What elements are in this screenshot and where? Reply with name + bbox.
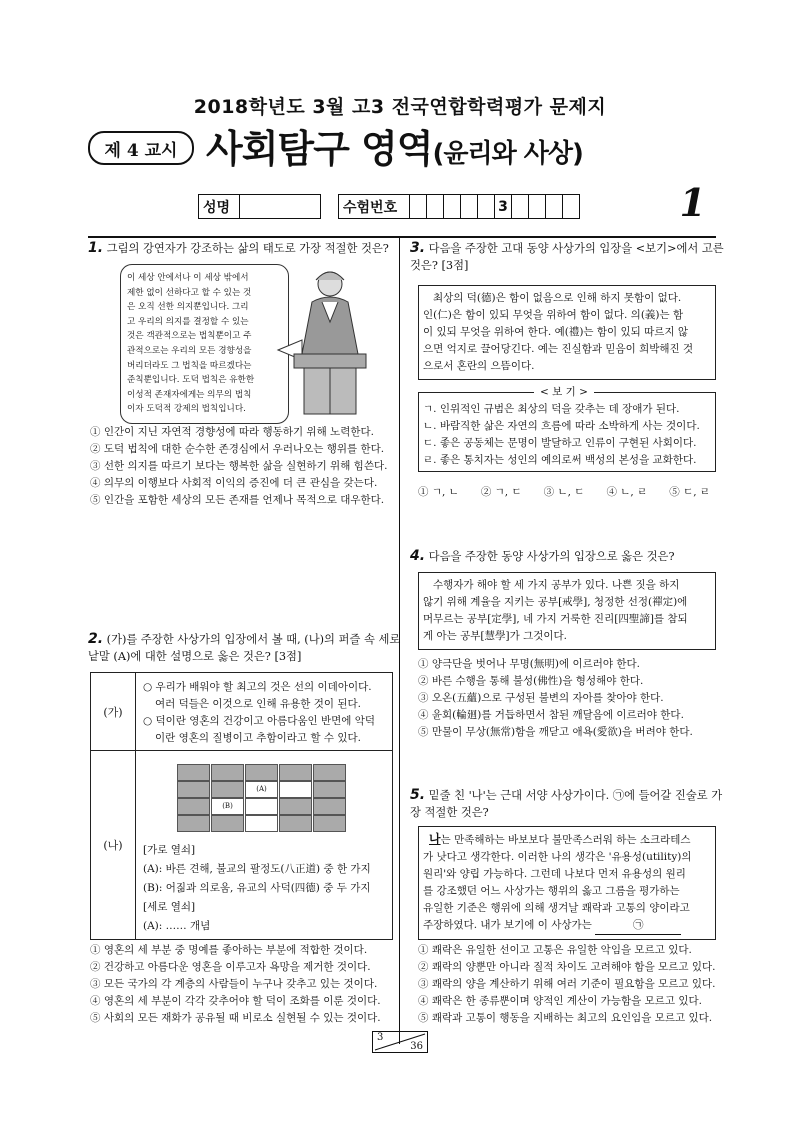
q2-option-4[interactable]: ④ 영혼의 세 부분이 각각 갖추어야 할 덕이 조화를 이룬 것이다. xyxy=(90,995,381,1007)
exam-number-digit: 3 xyxy=(495,195,512,219)
na-line: [가로 열쇠] xyxy=(143,844,196,856)
ga-line: 여러 덕들은 이것으로 인해 유용한 것이 된다. xyxy=(155,698,361,710)
q4-option-5[interactable]: ⑤ 만물이 무상(無常)함을 깨닫고 애욕(愛欲)을 버려야 한다. xyxy=(418,726,693,738)
q3-options xyxy=(418,484,710,499)
grid-cell-b: (B) xyxy=(211,798,244,815)
page-indicator xyxy=(372,1031,428,1053)
grid-cell-a: (A) xyxy=(245,781,278,798)
lecturer-illustration xyxy=(272,262,390,420)
subject-title xyxy=(206,118,583,173)
exam-number-cell[interactable] xyxy=(546,195,563,219)
exam-number-box xyxy=(338,194,580,219)
bubble-line: 제한 없이 선하다고 할 수 있는 것 xyxy=(127,287,252,298)
na-line: (B): 어짊과 의로움, 유교의 사덕(四德) 중 두 가지 xyxy=(143,882,371,894)
q4-option-4[interactable]: ④ 윤회(輪廻)를 거듭하면서 참된 깨달음에 이르러야 한다. xyxy=(418,709,684,721)
q5-option-2[interactable]: ② 쾌락의 양뿐만 아니라 질적 차이도 고려해야 함을 모르고 있다. xyxy=(418,961,716,973)
grid-cell xyxy=(313,781,346,798)
bogi-item: ㄴ. 바람직한 삶은 자연의 흐름에 따라 소박하게 사는 것이다. xyxy=(423,420,700,432)
exam-number-cell[interactable] xyxy=(410,195,427,219)
q3-passage-line: 으면 억지로 끌어당긴다. 예는 진실함과 믿음이 희박해진 것 xyxy=(423,343,694,355)
q2-option-3[interactable]: ③ 모든 국가의 각 계층의 사람들이 누구나 갖추고 있는 것이다. xyxy=(90,978,378,990)
q4-option-2[interactable]: ② 바른 수행을 통해 불성(佛性)을 형성해야 한다. xyxy=(418,675,644,687)
q3-passage-line: 최상의 덕(德)은 함이 없음으로 인해 하지 못함이 없다. xyxy=(433,292,682,304)
na-line: [세로 열쇠] xyxy=(143,901,196,913)
grid-cell xyxy=(211,781,244,798)
q3-passage-line: 인(仁)은 함이 있되 무엇을 위하여 함이 없다. 의(義)는 함 xyxy=(423,309,684,321)
bubble-line: 것은 객관적으로는 법칙뿐이고 주 xyxy=(127,331,252,342)
grid-cell xyxy=(245,798,278,815)
grid-cell xyxy=(245,815,278,832)
exam-number-label: 수험번호 xyxy=(339,195,410,219)
exam-title: 2018학년도 3월 고3 전국연합학력평가 문제지 xyxy=(193,96,607,118)
page-total: 36 xyxy=(410,1041,423,1052)
bogi-item: ㄱ. 인위적인 규범은 최상의 덕을 갖추는 데 장애가 된다. xyxy=(423,403,680,415)
q1-stem xyxy=(88,240,393,257)
q4-stem-text: 다음을 주장한 동양 사상가의 입장으로 옳은 것은? xyxy=(428,550,675,563)
q5-options xyxy=(418,942,715,1027)
crossword-grid xyxy=(177,764,347,848)
q2-option-5[interactable]: ⑤ 사회의 모든 재화가 공유될 때 비로소 실현될 수 있는 것이다. xyxy=(90,1012,381,1024)
q3-option-4[interactable]: ④ ㄴ, ㄹ xyxy=(606,486,648,498)
bubble-line: 관적으로는 우리의 모든 경향성을 xyxy=(127,345,252,356)
top-rule xyxy=(88,236,716,238)
ga-text xyxy=(143,679,375,747)
q5-passage-line: 를 강조했던 어느 사상가는 행위의 옳고 그름을 평가하는 xyxy=(423,885,680,897)
bubble-line: 고 우리의 의지를 결정할 수 있는 xyxy=(127,316,249,327)
q4-passage xyxy=(418,572,716,650)
q4-passage-line: 머무르는 공부[定學], 네 가지 거룩한 진리[四聖諦]를 참되 xyxy=(423,613,688,625)
q2-option-2[interactable]: ② 건강하고 아름다운 영혼을 이루고자 욕망을 제거한 것이다. xyxy=(90,961,371,973)
q5-stem-line: 밑줄 친 '나'는 근대 서양 사상가이다. ㉠에 들어갈 진술로 가 xyxy=(428,789,723,802)
grid-cell xyxy=(177,764,210,781)
ga-line: ○ 덕이란 영혼의 건강이고 아름다움인 반면에 악덕 xyxy=(143,715,376,727)
q1-stem-text: 그림의 강연자가 강조하는 삶의 태도로 가장 적절한 것은? xyxy=(106,242,389,255)
q3-passage-line: 으로서 혼란의 으뜸이다. xyxy=(423,360,535,372)
grid-cell xyxy=(177,781,210,798)
ga-line: 이란 영혼의 질병이고 추함이라고 할 수 있다. xyxy=(155,732,361,744)
exam-number-cell[interactable] xyxy=(512,195,529,219)
q4-option-1[interactable]: ① 양극단을 벗어나 무명(無明)에 이르러야 한다. xyxy=(418,658,641,670)
exam-number-cell[interactable] xyxy=(461,195,478,219)
blank-line xyxy=(595,917,681,935)
q3-option-3[interactable]: ③ ㄴ, ㄷ xyxy=(543,486,585,498)
q1-option-3[interactable]: ③ 선한 의지를 따르기 보다는 행복한 삶을 실현하기 위해 힘쓴다. xyxy=(90,460,388,472)
exam-number-cell[interactable] xyxy=(478,195,495,219)
q2-stem-line: (가)를 주장한 사상가의 입장에서 볼 때, (나)의 퍼즐 속 세로 xyxy=(106,633,401,646)
grid-cell xyxy=(279,815,312,832)
q5-passage-line: 가 낫다고 생각한다. 이러한 나의 생각은 '유용성(utility)의 xyxy=(423,851,692,863)
session-label: 제 4 교시 xyxy=(104,140,178,161)
q1-option-4[interactable]: ④ 의무의 이행보다 사회적 이익의 증진에 더 큰 관심을 갖는다. xyxy=(90,477,378,489)
q4-passage-line: 게 아는 공부[慧學]가 그것이다. xyxy=(423,630,567,642)
q4-options xyxy=(418,656,693,741)
bubble-line: 버리더라도 그 법칙을 따르겠다는 xyxy=(127,360,252,371)
blank-mark: ㉠ xyxy=(632,919,644,931)
bubble-line: 은 오직 선한 의지뿐입니다. 그리 xyxy=(127,302,249,313)
grid-cell xyxy=(211,764,244,781)
q5-option-5[interactable]: ⑤ 쾌락과 고통이 행동을 지배하는 최고의 요인임을 모르고 있다. xyxy=(418,1012,713,1024)
grid-cell xyxy=(245,764,278,781)
exam-number-cell[interactable] xyxy=(529,195,546,219)
ga-line: ○ 우리가 배워야 할 최고의 것은 선의 이데아이다. xyxy=(143,681,372,693)
q5-stem-line: 장 적절한 것은? xyxy=(410,806,489,819)
grid-cell xyxy=(313,798,346,815)
bogi-title: < 보 기 > xyxy=(534,384,594,399)
q5-passage-line: 원리'와 양립 가능하다. 그런데 나보다 먼저 유용성의 원리 xyxy=(423,868,686,880)
q1-number: 1. xyxy=(88,240,104,256)
q1-option-2[interactable]: ② 도덕 법칙에 대한 순수한 존경심에서 우러나오는 행위를 한다. xyxy=(90,443,385,455)
ga-label: (가) xyxy=(91,673,136,750)
grid-cell xyxy=(313,815,346,832)
name-label: 성명 xyxy=(199,195,240,219)
q5-passage-line: 주장하였다. 내가 보기에 이 사상가는 xyxy=(423,919,592,931)
q1-options xyxy=(90,424,387,509)
bubble-line: 이 세상 안에서나 이 세상 밖에서 xyxy=(127,273,249,283)
q2-options xyxy=(90,942,381,1027)
q5-number: 5. xyxy=(410,787,426,803)
q5-option-4[interactable]: ④ 쾌락은 한 종류뿐이며 양적인 계산이 가능함을 모르고 있다. xyxy=(418,995,702,1007)
subject-sub: (윤리와 사상) xyxy=(432,139,583,169)
name-box xyxy=(198,194,321,219)
q3-number: 3. xyxy=(410,240,426,256)
bogi-item: ㄷ. 좋은 공동체는 문명이 발달하고 인류이 구현된 사회이다. xyxy=(423,437,697,449)
speech-bubble xyxy=(120,264,289,424)
subject-main: 사회탐구 영역 xyxy=(206,127,433,171)
na-clues xyxy=(143,841,371,936)
q3-option-5[interactable]: ⑤ ㄷ, ㄹ xyxy=(669,486,711,498)
q5-passage xyxy=(418,826,716,940)
na-label: (나) xyxy=(91,751,136,939)
q5-passage-line: 유일한 기준은 행위에 의해 생겨날 쾌락과 고통의 양이라고 xyxy=(423,902,690,914)
page-number: 1 xyxy=(679,180,706,225)
q3-stem-line: 것은? [3점] xyxy=(410,259,469,272)
q4-number: 4. xyxy=(410,548,426,564)
q5-stem xyxy=(410,787,723,821)
q4-passage-line: 않기 위해 계율을 지키는 공부[戒學], 청정한 선정(禪定)에 xyxy=(423,596,688,608)
bubble-line: 이성적 존재자에게는 의무의 법칙 xyxy=(127,389,252,400)
q3-passage xyxy=(418,285,716,380)
q1-option-5[interactable]: ⑤ 인간을 포함한 세상의 모든 존재를 언제나 목적으로 대우한다. xyxy=(90,494,385,506)
grid-cell xyxy=(211,815,244,832)
q3-bogi-box xyxy=(418,392,716,472)
q3-stem xyxy=(410,240,724,274)
q3-option-2[interactable]: ② ㄱ, ㄷ xyxy=(480,486,522,498)
bogi-item: ㄹ. 좋은 통치자는 성인의 예의로써 백성의 본성을 교화한다. xyxy=(423,454,697,466)
na-line: (A): …… 개념 xyxy=(143,920,211,932)
session-badge xyxy=(88,131,194,165)
q5-passage-line: 는 만족해하는 바보보다 불만족스러워 하는 소크라테스 xyxy=(440,834,691,846)
page-current: 3 xyxy=(377,1032,384,1043)
q2-option-1[interactable]: ① 영혼의 세 부분 중 명예를 좋아하는 부분에 적합한 것이다. xyxy=(90,944,368,956)
grid-cell xyxy=(177,815,210,832)
grid-cell xyxy=(279,781,312,798)
q2-number: 2. xyxy=(88,631,104,647)
q3-stem-line: 다음을 주장한 고대 동양 사상가의 입장을 <보기>에서 고른 xyxy=(428,242,724,255)
q5-option-3[interactable]: ③ 쾌락의 양을 계산하기 위해 여러 기준이 필요함을 모르고 있다. xyxy=(418,978,716,990)
q1-option-1[interactable]: ① 인간이 지닌 자연적 경향성에 따라 행동하기 위해 노력한다. xyxy=(90,426,374,438)
q2-box xyxy=(90,672,393,940)
exam-number-cell[interactable] xyxy=(427,195,444,219)
box-divider xyxy=(91,750,392,751)
grid-cell xyxy=(279,764,312,781)
grid-cell xyxy=(313,764,346,781)
exam-number-cell[interactable] xyxy=(444,195,461,219)
grid-cell xyxy=(177,798,210,815)
q3-passage-line: 이 있되 무엇을 위하여 한다. 예(禮)는 함이 있되 따르지 않 xyxy=(423,326,689,338)
bubble-line: 준칙뿐입니다. 도덕 법칙은 유한한 xyxy=(127,375,255,386)
bubble-line: 이자 도덕적 강제의 법칙입니다. xyxy=(127,404,246,415)
q4-option-3[interactable]: ③ 오온(五蘊)으로 구성된 불변의 자아를 찾아야 한다. xyxy=(418,692,664,704)
q4-passage-line: 수행자가 해야 할 세 가지 공부가 있다. 나쁜 짓을 하지 xyxy=(433,579,680,591)
name-field[interactable] xyxy=(240,195,321,219)
underlined-na: 나 xyxy=(429,832,441,846)
na-line: (A): 바른 견해, 불교의 팔정도(八正道) 중 한 가지 xyxy=(143,863,371,875)
q3-option-1[interactable]: ① ㄱ, ㄴ xyxy=(418,486,459,498)
grid-cell xyxy=(279,798,312,815)
exam-number-cell[interactable] xyxy=(563,195,580,219)
q4-stem xyxy=(410,548,720,565)
q2-stem xyxy=(88,631,401,665)
q5-option-1[interactable]: ① 쾌락은 유일한 선이고 고통은 유일한 악임을 모르고 있다. xyxy=(418,944,692,956)
q2-stem-line: 낱말 (A)에 대한 설명으로 옳은 것은? [3점] xyxy=(88,650,302,663)
